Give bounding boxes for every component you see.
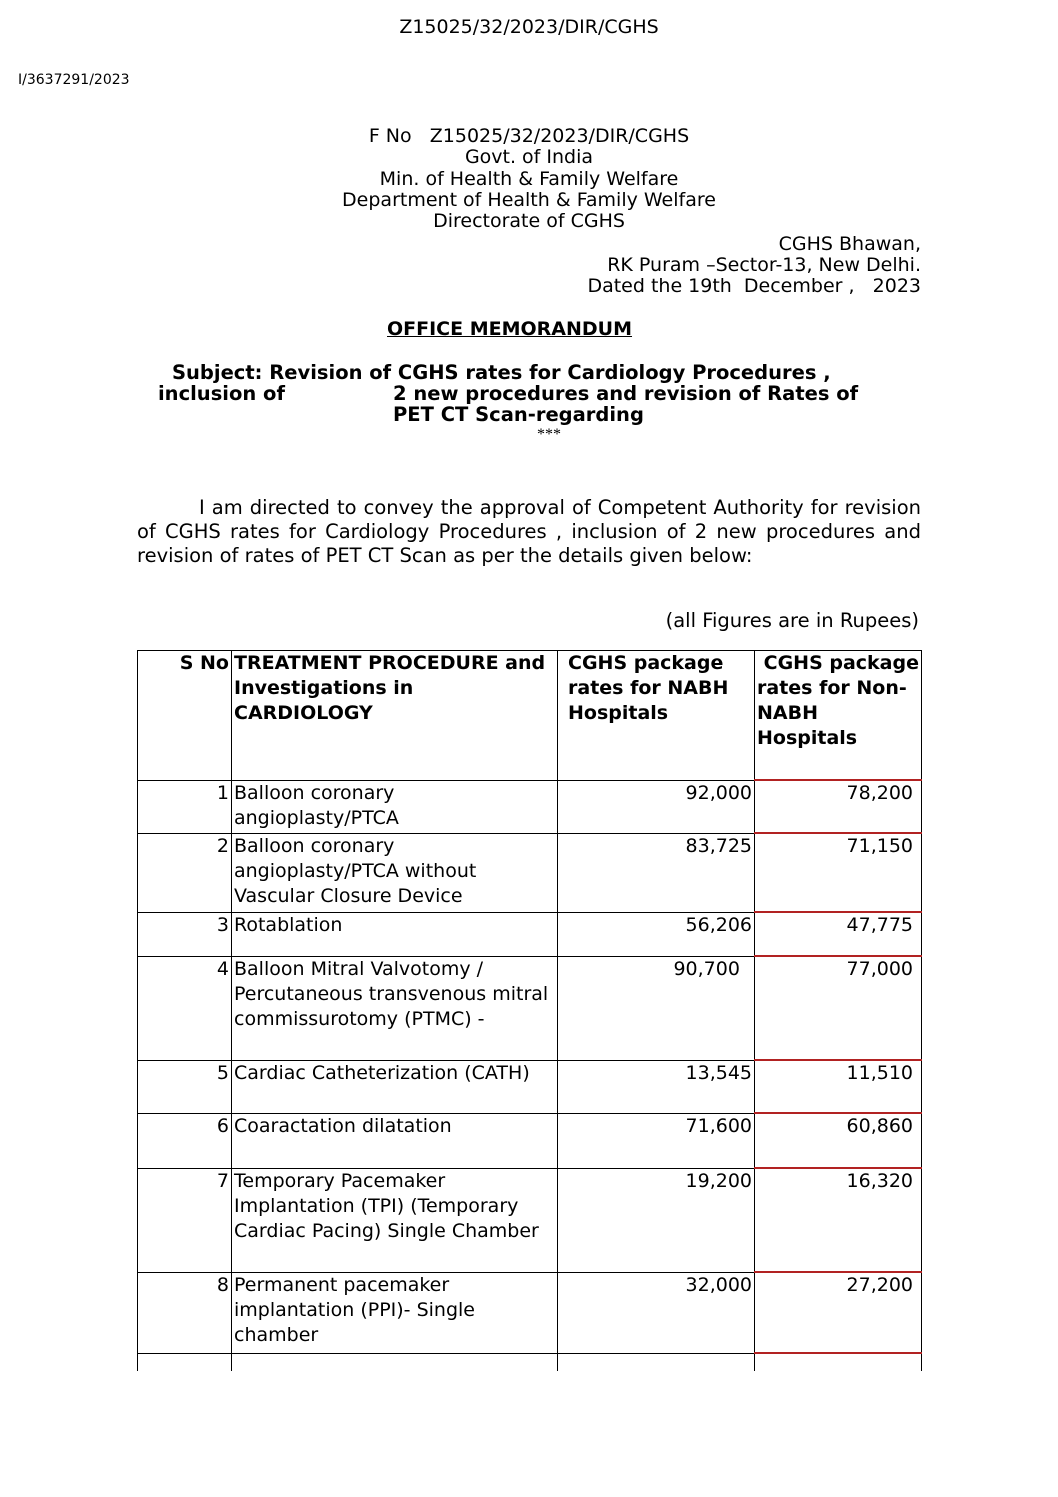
procedure: Temporary Pacemaker Implantation (TPI) (Temporary Cardiac Pacing) Single Chamber [232,1168,558,1272]
header-nabh: CGHS package rates for NABH Hospitals [558,651,755,781]
nabh-rate: 83,725 [558,833,755,912]
subject-line-3: PET CT Scan-regarding [393,403,644,426]
address-line-1: CGHS Bhawan, [778,233,921,255]
subject-line-2a: inclusion of [158,382,285,405]
sno: 3 [138,912,232,956]
file-number: F No Z15025/32/2023/DIR/CGHS [368,125,690,147]
watermark-file-number: Z15025/32/2023/DIR/CGHS [399,16,659,38]
separator-stars: *** [537,426,561,443]
table-row [138,833,922,912]
nabh-rate: 19,200 [558,1168,755,1272]
sno: 8 [138,1272,232,1353]
non-nabh-rate: 27,200 [755,1272,922,1353]
table-row [138,1060,922,1113]
department: Department of Health & Family Welfare [342,189,716,211]
table-row [138,1113,922,1168]
govt: Govt. of India [464,146,594,168]
table-row [138,912,922,956]
procedure: Permanent pacemaker implantation (PPI)- Single chamber [232,1272,558,1353]
address-line-2: RK Puram –Sector-13, New Delhi. [607,254,921,276]
table-row [138,1272,922,1353]
sno: 7 [138,1168,232,1272]
nabh-rate: 56,206 [558,912,755,956]
table-row [138,780,922,833]
memo-title: OFFICE MEMORANDUM [387,318,633,340]
procedure: Balloon coronary angioplasty/PTCA without Vascular Closure Device [232,833,558,912]
nabh-rate: 90,700 [558,956,755,1060]
table-header-row [138,651,922,781]
sno: 2 [138,833,232,912]
subject-line-2b: 2 new procedures and revision of Rates of [393,382,859,405]
nabh-rate: 13,545 [558,1060,755,1113]
header-procedure: TREATMENT PROCEDURE and Investigations in CARDIOLOGY [232,651,558,781]
table-row [138,1168,922,1272]
subject-line-1: Subject: Revision of CGHS rates for Cardiology Procedures , [172,361,831,384]
non-nabh-rate: 47,775 [755,912,922,956]
date: Dated the 19th December , 2023 [587,275,921,297]
sno: 5 [138,1060,232,1113]
header-sno: S No [138,651,232,781]
non-nabh-rate: 77,000 [755,956,922,1060]
table-row-continued [138,1353,922,1371]
header-non-nabh: CGHS package rates for Non- NABH Hospitals [755,651,922,781]
procedure: Cardiac Catheterization (CATH) [232,1060,558,1113]
non-nabh-rate: 16,320 [755,1168,922,1272]
procedure: Coaractation dilatation [232,1113,558,1168]
rates-table [137,650,926,1371]
sno: 1 [138,780,232,833]
procedure: Balloon Mitral Valvotomy / Percutaneous transvenous mitral commissurotomy (PTMC) - [232,956,558,1060]
directorate: Directorate of CGHS [433,210,625,232]
nabh-rate: 92,000 [558,780,755,833]
figures-note: (all Figures are in Rupees) [665,609,919,632]
non-nabh-rate: 60,860 [755,1113,922,1168]
nabh-rate: 32,000 [558,1272,755,1353]
table-row [138,956,922,1060]
sno: 4 [138,956,232,1060]
procedure: Rotablation [232,912,558,956]
non-nabh-rate: 11,510 [755,1060,922,1113]
nabh-rate: 71,600 [558,1113,755,1168]
body-paragraph: I am directed to convey the approval of Competent Authority for revision of CGHS rates for Cardiology Procedures , inclusion of 2 new procedures and revision of rates of PET CT Scan as per the details given below: [137,496,921,567]
procedure: Balloon coronary angioplasty/PTCA [232,780,558,833]
non-nabh-rate: 71,150 [755,833,922,912]
non-nabh-rate: 78,200 [755,780,922,833]
document-reference: I/3637291/2023 [18,72,130,88]
ministry: Min. of Health & Family Welfare [379,168,679,190]
sno: 6 [138,1113,232,1168]
